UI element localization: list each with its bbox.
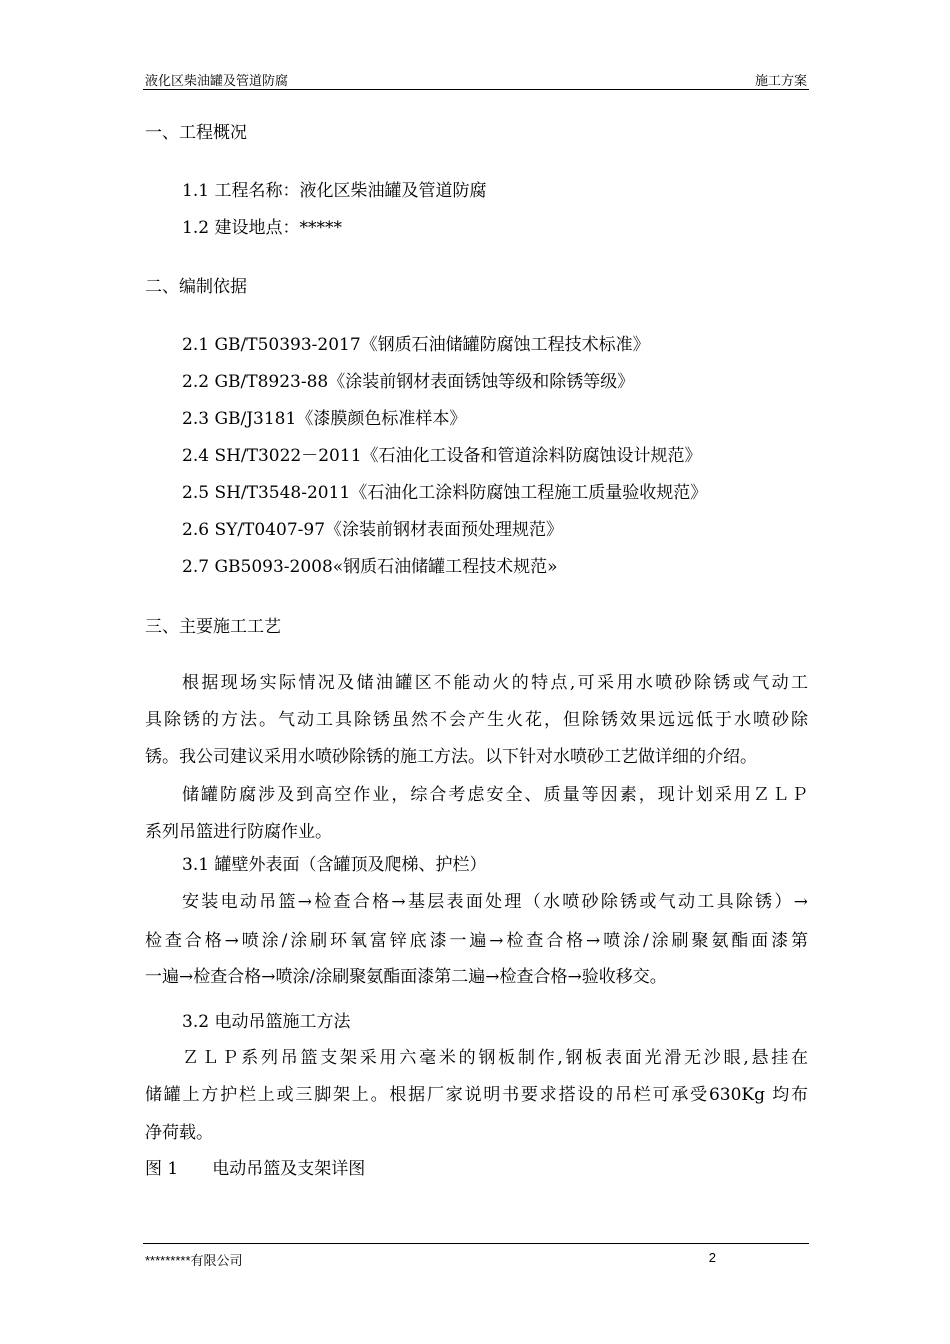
paragraph-line: 锈。我公司建议采用水喷砂除锈的施工方法。以下针对水喷砂工艺做详细的介绍。 [145, 747, 757, 767]
section-2-title: 二、编制依据 [145, 277, 247, 297]
reference-item: 2.5 SH/T3548-2011《石油化工涂料防腐蚀工程施工质量验收规范》 [182, 483, 708, 503]
reference-item: 2.1 GB/T50393-2017《钢质石油储罐防腐蚀工程技术标准》 [182, 335, 650, 355]
item-3-1: 3.1 罐壁外表面（含罐顶及爬梯、护栏） [182, 855, 487, 875]
reference-item: 2.7 GB5093-2008«钢质石油储罐工程技术规范» [182, 557, 558, 577]
reference-item: 2.4 SH/T3022－2011《石油化工设备和管道涂料防腐蚀设计规范》 [182, 446, 702, 466]
paragraph-line: ＺＬＰ系列吊篮支架采用六毫米的钢板制作,钢板表面光滑无沙眼,悬挂在 [182, 1048, 808, 1068]
page-number: 2 [708, 1250, 716, 1265]
paragraph-line: 根据现场实际情况及储油罐区不能动火的特点,可采用水喷砂除锈或气动工 [182, 673, 808, 693]
paragraph-line: 具除锈的方法。气动工具除锈虽然不会产生火花，但除锈效果远远低于水喷砂除 [145, 710, 808, 730]
section-1-title: 一、工程概况 [145, 123, 247, 143]
paragraph-line: 一遍→检查合格→喷涂/涂刷聚氨酯面漆第二遍→检查合格→验收移交。 [145, 967, 667, 987]
footer-rule [143, 1243, 809, 1244]
header-project-title: 液化区柴油罐及管道防腐 [145, 73, 289, 88]
paragraph-line: 检查合格→喷涂/涂刷环氧富锌底漆一遍→检查合格→喷涂/涂刷聚氨酯面漆第 [145, 931, 808, 951]
paragraph-line: 净荷载。 [145, 1123, 213, 1143]
page-header [143, 68, 809, 90]
reference-item: 2.6 SY/T0407-97《涂装前钢材表面预处理规范》 [182, 520, 564, 540]
header-rule [143, 89, 809, 90]
reference-item: 2.3 GB/J3181《漆膜颜色标准样本》 [182, 409, 467, 429]
paragraph-line: 安装电动吊篮→检查合格→基层表面处理（水喷砂除锈或气动工具除锈）→ [182, 892, 808, 912]
reference-item: 2.2 GB/T8923-88《涂装前钢材表面锈蚀等级和除锈等级》 [182, 372, 635, 392]
figure-caption: 图 1 电动吊篮及支架详图 [145, 1159, 366, 1179]
footer-company: *********有限公司 [145, 1253, 243, 1268]
paragraph-line: 储罐防腐涉及到高空作业，综合考虑安全、质量等因素，现计划采用ＺＬＰ [182, 785, 808, 805]
item-1-2: 1.2 建设地点：***** [182, 218, 342, 238]
paragraph-line: 储罐上方护栏上或三脚架上。根据厂家说明书要求搭设的吊栏可承受630Kg 均布 [145, 1085, 808, 1105]
header-doc-type: 施工方案 [754, 73, 807, 88]
paragraph-line: 系列吊篮进行防腐作业。 [145, 822, 332, 842]
item-1-1: 1.1 工程名称：液化区柴油罐及管道防腐 [182, 181, 487, 201]
section-3-title: 三、主要施工工艺 [145, 617, 281, 637]
item-3-2: 3.2 电动吊篮施工方法 [182, 1012, 351, 1032]
